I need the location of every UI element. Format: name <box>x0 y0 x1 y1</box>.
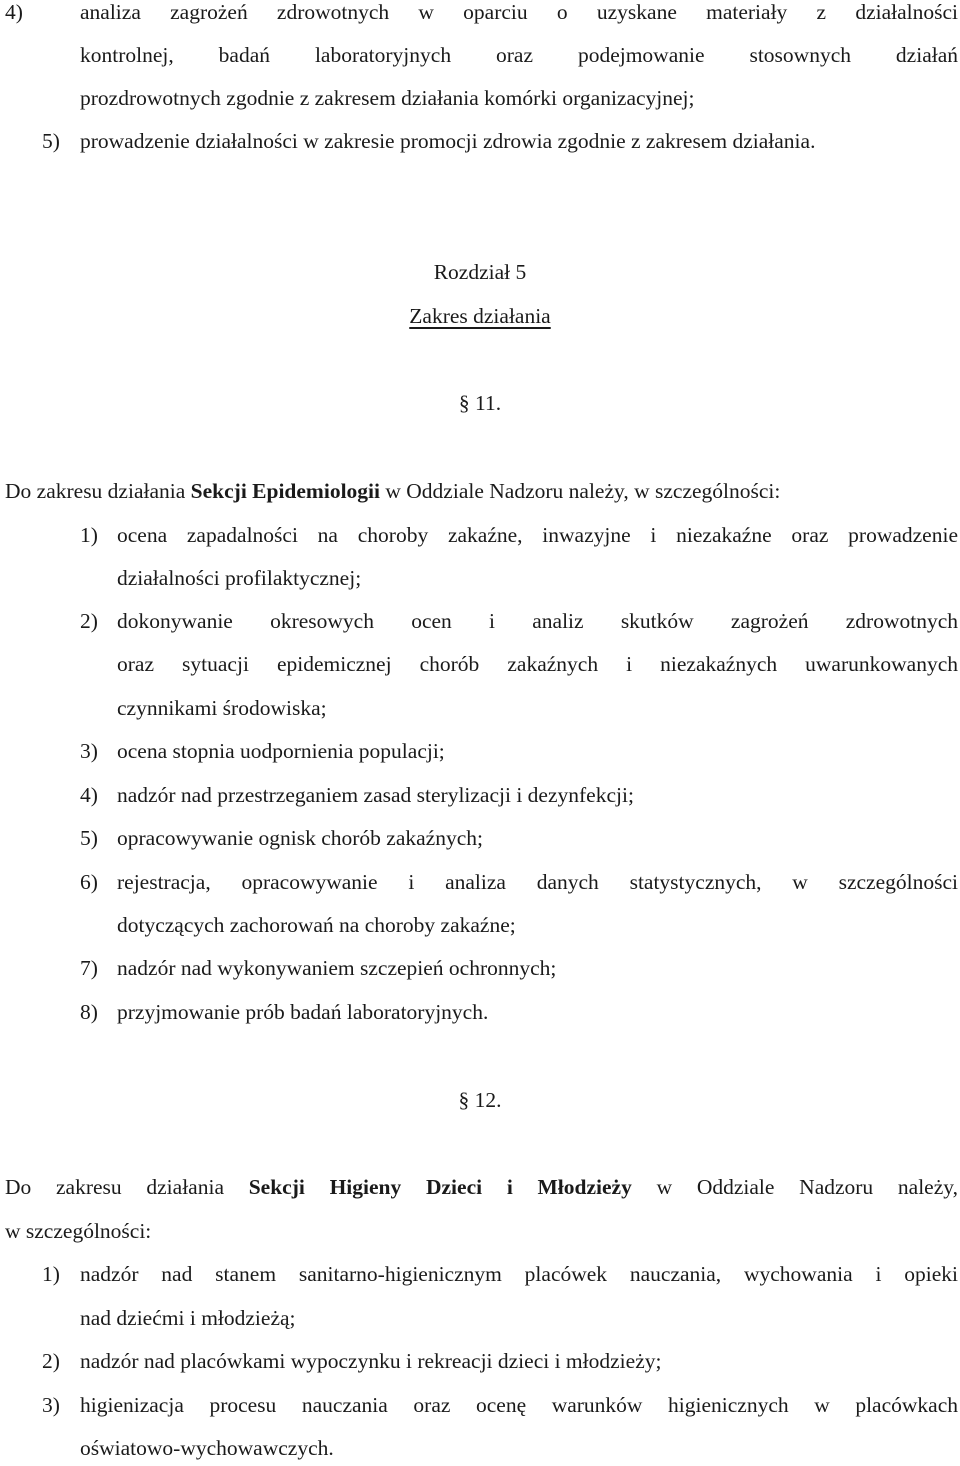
list-item-number: 2) <box>80 609 98 633</box>
section-11-intro <box>5 481 780 503</box>
list-item-number: 7) <box>80 956 98 980</box>
chapter-subtitle <box>0 306 960 328</box>
list-item-number: 2) <box>42 1349 60 1373</box>
chapter-title: Rozdział 5 <box>433 260 527 284</box>
list-item-number: 5) <box>42 129 60 153</box>
list-item-line: dotyczących zachorowań na choroby zakaźne; <box>117 913 516 937</box>
list-item-line: czynnikami środowiska; <box>117 696 327 720</box>
section-mark-11: § 11. <box>458 391 502 415</box>
list-item-line: rejestracja, opracowywanie i analiza danych statystycznych, w szczególności <box>117 870 958 894</box>
list-item-number: 5) <box>80 826 98 850</box>
list-item-line: ocena stopnia uodpornienia populacji; <box>117 739 445 763</box>
list-item-line: prowadzenie działalności w zakresie promocji zdrowia zgodnie z zakresem działania. <box>80 129 816 153</box>
section-11-intro-bold: Sekcji Epidemiologii <box>190 479 380 503</box>
list-item-line: działalności profilaktycznej; <box>117 566 362 590</box>
section-11-intro-pre: Do zakresu działania <box>5 479 191 503</box>
chapter-subtitle-text: Zakres działania <box>409 304 551 328</box>
list-item-line: ocena zapadalności na choroby zakaźne, inwazyjne i niezakaźne oraz prowadzenie <box>117 523 958 547</box>
section-11-intro-post: w Oddziale Nadzoru należy, w szczególności: <box>380 479 781 503</box>
section-12-intro-post: w Oddziale Nadzoru należy, <box>631 1175 958 1199</box>
section-12-intro <box>5 1177 958 1199</box>
list-item-line: nadzór nad wykonywaniem szczepień ochronnych; <box>117 956 557 980</box>
list-item-line: oświatowo-wychowawczych. <box>80 1436 334 1460</box>
list-item-number: 1) <box>80 523 98 547</box>
list-item-line: nad dziećmi i młodzieżą; <box>80 1306 296 1330</box>
list-item-line: prozdrowotnych zgodnie z zakresem działania komórki organizacyjnej; <box>80 86 695 110</box>
list-item-line: oraz sytuacji epidemicznej chorób zakaźnych i niezakaźnych uwarunkowanych <box>117 652 958 676</box>
section-12-intro-pre: Do zakresu działania <box>5 1175 249 1199</box>
list-item-line: przyjmowanie prób badań laboratoryjnych. <box>117 1000 489 1024</box>
list-item-number: 4) <box>5 0 23 24</box>
list-item-number: 3) <box>42 1393 60 1417</box>
list-item-line: opracowywanie ognisk chorób zakaźnych; <box>117 826 483 850</box>
list-item-number: 1) <box>42 1262 60 1286</box>
section-12-intro-bold: Sekcji Higieny Dzieci i Młodzieży <box>248 1175 632 1199</box>
list-item-line: nadzór nad przestrzeganiem zasad sterylizacji i dezynfekcji; <box>117 783 634 807</box>
list-item-number: 3) <box>80 739 98 763</box>
section-12-intro-line2: w szczególności: <box>5 1219 152 1243</box>
list-item-line: nadzór nad stanem sanitarno-higienicznym placówek nauczania, wychowania i opieki <box>80 1262 958 1286</box>
list-item-line: dokonywanie okresowych ocen i analiz skutków zagrożeń zdrowotnych <box>117 609 958 633</box>
list-item-line: analiza zagrożeń zdrowotnych w oparciu o uzyskane materiały z działalności <box>80 0 958 24</box>
list-item-number: 4) <box>80 783 98 807</box>
list-item-line: higienizacja procesu nauczania oraz ocenę warunków higienicznych w placówkach <box>80 1393 958 1417</box>
list-item-number: 8) <box>80 1000 98 1024</box>
list-item-line: kontrolnej, badań laboratoryjnych oraz podejmowanie stosownych działań <box>80 43 958 67</box>
list-item-line: nadzór nad placówkami wypoczynku i rekreacji dzieci i młodzieży; <box>80 1349 662 1373</box>
section-mark-12: § 12. <box>458 1088 502 1112</box>
list-item-number: 6) <box>80 870 98 894</box>
